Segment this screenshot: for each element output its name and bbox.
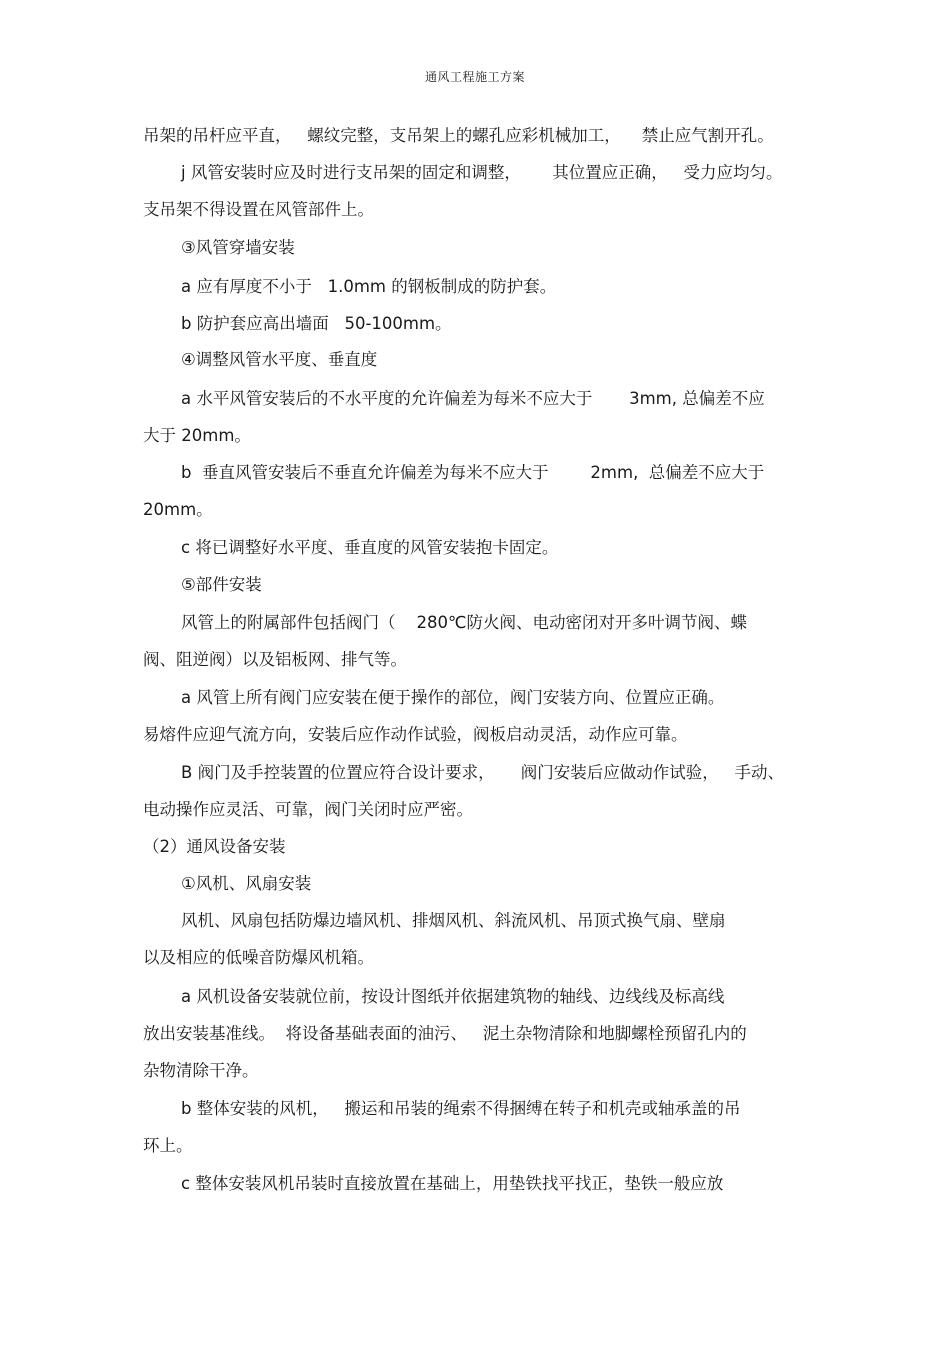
text-line: 大于 20mm。 (143, 426, 251, 445)
section-heading: ④调整风管水平度、垂直度 (181, 350, 378, 369)
text-line: b 整体安装的风机， 搬运和吊装的绳索不得捆缚在转子和机壳或轴承盖的吊 (181, 1099, 741, 1118)
text-line: 20mm。 (143, 500, 213, 519)
text-line: a 风机设备安装就位前，按设计图纸并依据建筑物的轴线、边线线及标高线 (181, 987, 725, 1006)
section-heading: （2）通风设备安装 (143, 837, 286, 856)
text-line: 风管上的附属部件包括阀门（ 280℃防火阀、电动密闭对开多叶调节阀、蝶 (181, 613, 748, 632)
text-line: c 整体安装风机吊装时直接放置在基础上，用垫铁找平找正，垫铁一般应放 (181, 1174, 724, 1193)
page-header-title: 通风工程施工方案 (424, 70, 525, 84)
text-line: 吊架的吊杆应平直， 螺纹完整，支吊架上的螺孔应彩机械加工， 禁止应气割开孔。 (143, 126, 774, 145)
text-line: a 水平风管安装后的不水平度的允许偏差为每米不应大于 3mm, 总偏差不应 (181, 389, 765, 408)
text-line: b 垂直风管安装后不垂直允许偏差为每米不应大于 2mm, 总偏差不应大于 (181, 463, 765, 482)
text-line: 风机、风扇包括防爆边墙风机、排烟风机、斜流风机、吊顶式换气扇、壁扇 (181, 911, 726, 930)
text-line: b 防护套应高出墙面 50-100mm。 (181, 314, 452, 333)
text-line: 支吊架不得设置在风管部件上。 (143, 200, 374, 219)
section-heading: ①风机、风扇安装 (181, 874, 312, 893)
text-line: 易熔件应迎气流方向，安装后应作动作试验，阀板启动灵活，动作应可靠。 (143, 725, 688, 744)
text-line: a 应有厚度不小于 1.0mm 的钢板制成的防护套。 (181, 277, 557, 296)
section-heading: ③风管穿墙安装 (181, 238, 295, 257)
section-heading: ⑤部件安装 (181, 575, 262, 594)
text-line: 以及相应的低噪音防爆风机箱。 (143, 948, 374, 967)
text-line: 放出安装基准线。 将设备基础表面的油污、 泥土杂物清除和地脚螺栓预留孔内的 (143, 1024, 747, 1043)
text-line: 阀、阻逆阀）以及铝板网、排气等。 (143, 650, 407, 669)
text-line: 电动操作应灵活、可靠，阀门关闭时应严密。 (143, 800, 473, 819)
text-line: c 将已调整好水平度、垂直度的风管安装抱卡固定。 (181, 538, 559, 557)
text-line: B 阀门及手控装置的位置应符合设计要求， 阀门安装后应做动作试验， 手动、 (181, 763, 785, 782)
text-line: j 风管安装时应及时进行支吊架的固定和调整， 其位置应正确， 受力应均匀。 (181, 163, 783, 182)
text-line: 环上。 (143, 1136, 193, 1155)
text-line: 杂物清除干净。 (143, 1061, 259, 1080)
text-line: a 风管上所有阀门应安装在便于操作的部位，阀门安装方向、位置应正确。 (181, 688, 725, 707)
